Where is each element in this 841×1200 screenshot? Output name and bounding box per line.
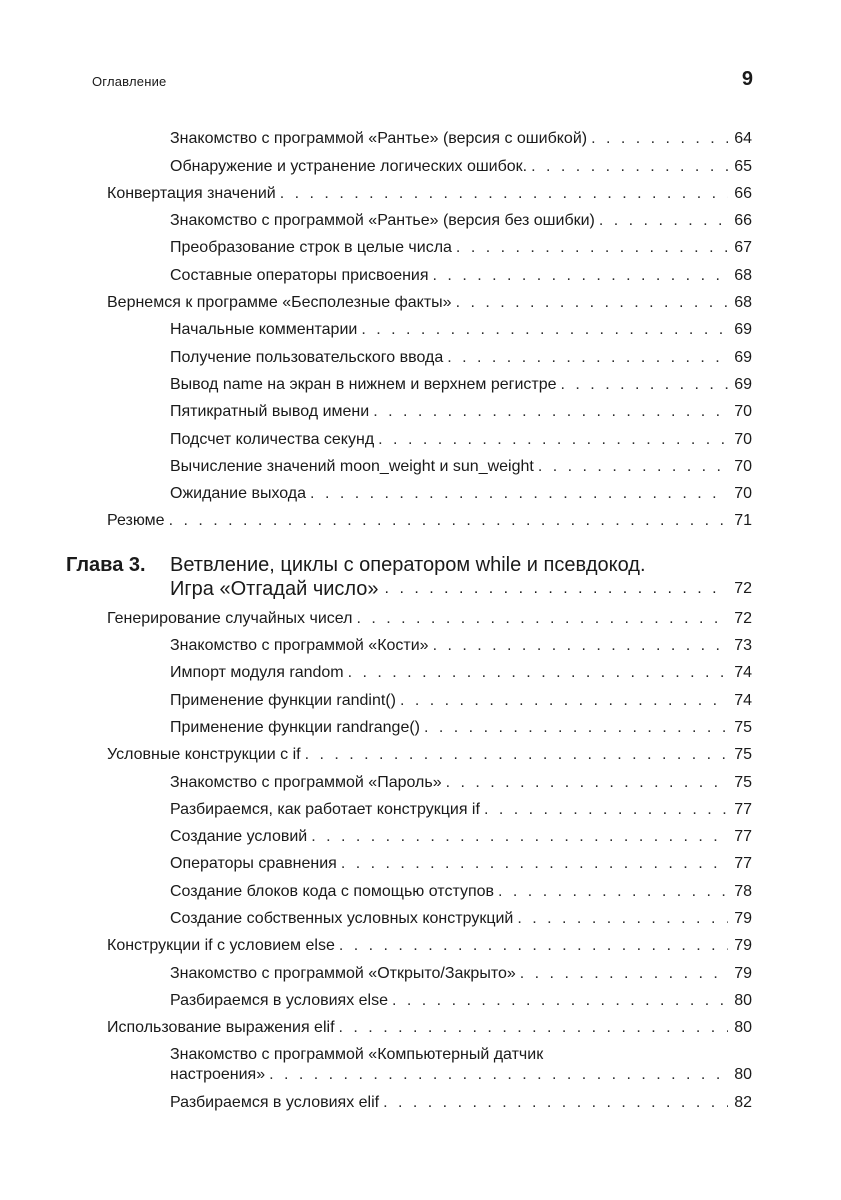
toc-entry-page: 67 (734, 239, 752, 257)
toc-section-chapter-2-end (0, 122, 841, 531)
toc-entry-page: 74 (734, 664, 752, 682)
toc-entry[interactable] (0, 368, 841, 395)
toc-entry-title: Получение пользовательского ввода (170, 348, 444, 366)
toc-entry[interactable] (0, 793, 841, 820)
toc-entry-page: 77 (734, 800, 752, 818)
toc-entry[interactable] (0, 422, 841, 449)
toc-entry[interactable] (0, 683, 841, 710)
dot-leader (400, 691, 728, 711)
dot-leader (599, 211, 728, 231)
toc-entry[interactable] (0, 738, 841, 765)
dot-leader (361, 320, 728, 340)
toc-entry-title: Создание условий (170, 828, 308, 846)
toc-entry[interactable] (0, 149, 841, 176)
toc-entry-page: 65 (734, 157, 752, 175)
dot-leader (447, 348, 728, 368)
toc-entry-title: Генерирование случайных чисел (107, 609, 353, 627)
dot-leader (538, 457, 728, 477)
toc-section-chapter-3 (0, 601, 841, 1112)
toc-entry-page: 75 (734, 718, 752, 736)
toc-entry[interactable] (0, 395, 841, 422)
toc-entry-title: Конвертация значений (107, 184, 276, 202)
toc-entry[interactable] (0, 504, 841, 531)
toc-entry-title: Знакомство с программой «Рантье» (версия с ошибкой) (170, 130, 588, 148)
chapter-title-line2: Игра «Отгадай число» (170, 578, 379, 601)
toc-entry[interactable] (0, 122, 841, 149)
toc-entry[interactable] (0, 847, 841, 874)
dot-leader (348, 663, 729, 683)
dot-leader (383, 1093, 728, 1113)
toc-entry-page: 71 (734, 512, 752, 530)
toc-entry-title: Резюме (107, 512, 165, 530)
toc-entry-title: Начальные комментарии (170, 321, 358, 339)
toc-entry-page: 77 (734, 828, 752, 846)
toc-entry-title: Разбираемся, как работает конструкция if (170, 800, 480, 818)
toc-entry-page: 73 (734, 637, 752, 655)
toc-entry-page: 69 (734, 321, 752, 339)
toc-entry-title: Знакомство с программой «Кости» (170, 637, 429, 655)
dot-leader (517, 909, 728, 929)
dot-leader (356, 609, 728, 629)
toc-entry[interactable] (0, 956, 841, 983)
toc-entry-title: Применение функции randrange() (170, 718, 420, 736)
toc-entry[interactable] (0, 902, 841, 929)
toc-entry-title: Условные конструкции с if (107, 746, 301, 764)
toc-entry[interactable] (0, 1085, 841, 1112)
toc-entry[interactable] (0, 313, 841, 340)
toc-entry[interactable] (0, 629, 841, 656)
toc-entry-page: 82 (734, 1093, 752, 1111)
toc-entry-page: 80 (734, 1066, 752, 1084)
chapter-label: Глава 3. (66, 554, 146, 577)
dot-leader (169, 511, 729, 531)
toc-entry[interactable] (0, 477, 841, 504)
toc-entry-title: Знакомство с программой «Открыто/Закрыто» (170, 964, 516, 982)
chapter-title-line1: Ветвление, циклы с оператором while и псевдокод. (170, 554, 646, 577)
toc-entry-page: 79 (734, 964, 752, 982)
toc-entry-title: Вычисление значений moon_weight и sun_weight (170, 457, 534, 475)
toc-entry-title: Вывод name на экран в нижнем и верхнем регистре (170, 375, 557, 393)
toc-entry[interactable] (0, 450, 841, 477)
toc-entry-page: 75 (734, 773, 752, 791)
toc-entry-page: 80 (734, 1019, 752, 1037)
toc-entry-title: Создание блоков кода с помощью отступов (170, 882, 495, 900)
dot-leader (305, 745, 729, 765)
toc-entry[interactable] (0, 340, 841, 367)
dot-leader (561, 375, 729, 395)
toc-entry-title: Пятикратный вывод имени (170, 403, 370, 421)
toc-entry-title: Знакомство с программой «Рантье» (версия без ошибки) (170, 212, 595, 230)
toc-entry[interactable] (0, 874, 841, 901)
dot-leader (339, 936, 728, 956)
toc-entry-title: Знакомство с программой «Пароль» (170, 773, 442, 791)
toc-entry-title: Преобразование строк в целые числа (170, 239, 452, 257)
chapter-page: 72 (734, 580, 752, 598)
toc-entry-title: Обнаружение и устранение логических ошибок. (170, 157, 528, 175)
toc-entry-title: Вернемся к программе «Бесполезные факты» (107, 294, 452, 312)
toc-entry-title: Создание собственных условных конструкций (170, 910, 514, 928)
dot-leader (591, 129, 728, 149)
toc-entry-page: 75 (734, 746, 752, 764)
toc-entry[interactable] (0, 204, 841, 231)
toc-entry-page: 70 (734, 430, 752, 448)
toc-entry[interactable] (0, 1011, 841, 1038)
dot-leader (531, 157, 728, 177)
dot-leader (446, 773, 729, 793)
dot-leader (280, 184, 728, 204)
toc-entry[interactable] (0, 1045, 841, 1085)
table-of-contents (0, 122, 841, 1113)
running-head: Оглавление (92, 74, 167, 89)
toc-entry[interactable] (0, 258, 841, 285)
dot-leader (373, 402, 728, 422)
toc-entry-title: Подсчет количества секунд (170, 430, 375, 448)
toc-entry[interactable] (0, 286, 841, 313)
toc-entry-title: Ожидание выхода (170, 485, 307, 503)
toc-entry-page: 78 (734, 882, 752, 900)
chapter-heading[interactable] (0, 553, 841, 601)
toc-entry-page: 64 (734, 130, 752, 148)
toc-entry[interactable] (0, 601, 841, 628)
dot-leader (424, 718, 728, 738)
toc-entry-page: 74 (734, 691, 752, 709)
toc-entry-title: Использование выражения elif (107, 1019, 335, 1037)
dot-leader (433, 636, 729, 656)
toc-entry[interactable] (0, 231, 841, 258)
toc-entry-title: Разбираемся в условиях elif (170, 1093, 380, 1111)
dot-leader (520, 964, 728, 984)
toc-entry-page: 68 (734, 266, 752, 284)
toc-entry-page: 79 (734, 910, 752, 928)
toc-entry-page: 72 (734, 609, 752, 627)
toc-entry-page: 70 (734, 457, 752, 475)
toc-entry-page: 66 (734, 212, 752, 230)
toc-entry-title: Составные операторы присвоения (170, 266, 429, 284)
toc-entry[interactable] (0, 177, 841, 204)
dot-leader (392, 991, 728, 1011)
toc-entry[interactable] (0, 656, 841, 683)
toc-entry[interactable] (0, 820, 841, 847)
dot-leader (339, 1018, 729, 1038)
toc-entry-page: 66 (734, 184, 752, 202)
dot-leader (385, 577, 729, 601)
toc-entry-title: Конструкции if с условием else (107, 937, 335, 955)
toc-entry[interactable] (0, 929, 841, 956)
dot-leader (498, 882, 728, 902)
dot-leader (484, 800, 728, 820)
toc-entry-page: 69 (734, 375, 752, 393)
toc-entry[interactable] (0, 984, 841, 1011)
toc-entry-page: 79 (734, 937, 752, 955)
dot-leader (378, 430, 728, 450)
dot-leader (310, 484, 728, 504)
toc-entry[interactable] (0, 765, 841, 792)
toc-entry-page: 77 (734, 855, 752, 873)
dot-leader (341, 854, 728, 874)
toc-entry-page: 69 (734, 348, 752, 366)
toc-entry[interactable] (0, 711, 841, 738)
toc-entry-title-cont: настроения» (170, 1066, 266, 1084)
toc-entry-page: 68 (734, 294, 752, 312)
toc-entry-title: Разбираемся в условиях else (170, 991, 388, 1009)
dot-leader (456, 238, 728, 258)
dot-leader (456, 293, 729, 313)
toc-entry-title: Операторы сравнения (170, 855, 337, 873)
toc-entry-title: Знакомство с программой «Компьютерный датчик (170, 1046, 544, 1064)
toc-entry-page: 80 (734, 991, 752, 1009)
page-number: 9 (741, 68, 753, 90)
toc-entry-page: 70 (734, 403, 752, 421)
toc-entry-title: Импорт модуля random (170, 664, 344, 682)
toc-entry-title: Применение функции randint() (170, 691, 396, 709)
dot-leader (269, 1065, 728, 1085)
dot-leader (433, 266, 729, 286)
dot-leader (311, 827, 728, 847)
toc-entry-page: 70 (734, 485, 752, 503)
